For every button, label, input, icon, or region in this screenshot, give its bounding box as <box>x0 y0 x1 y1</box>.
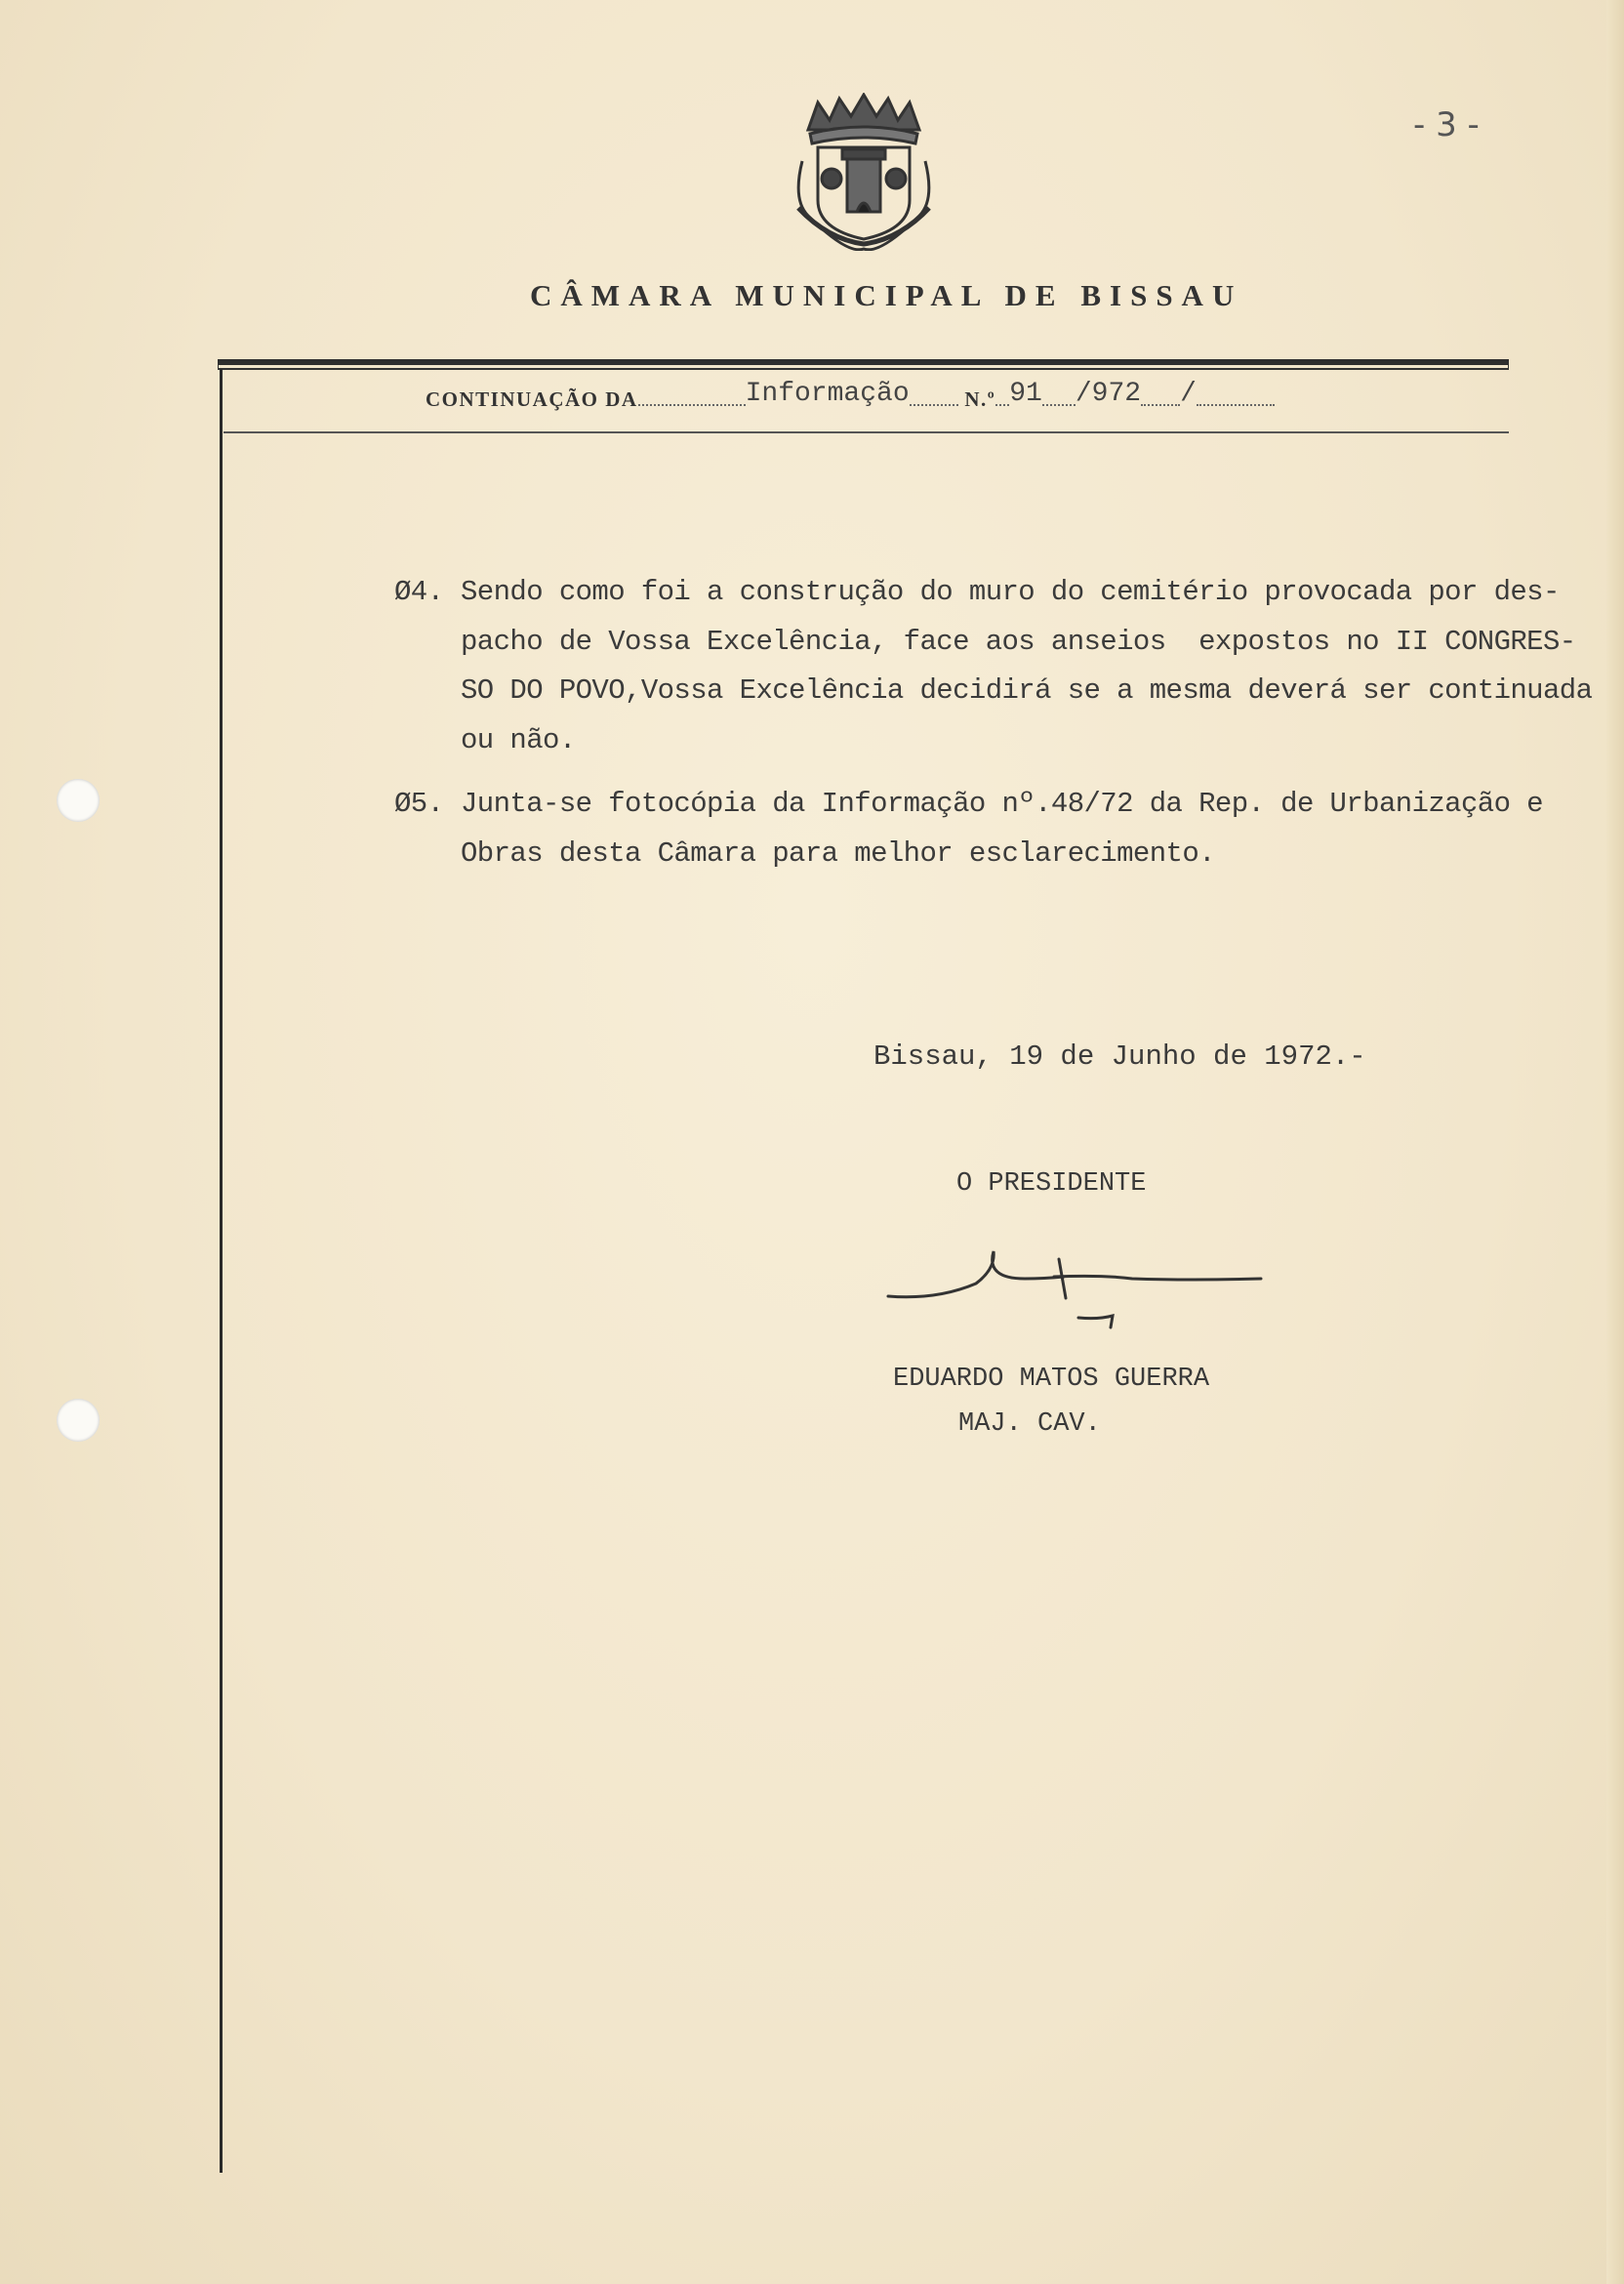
punch-hole <box>57 1399 100 1442</box>
body-paragraphs <box>394 568 1614 878</box>
document-year: 972 <box>1091 379 1142 409</box>
signatory-name: EDUARDO MATOS GUERRA <box>893 1365 1210 1394</box>
header-rule <box>223 431 1509 433</box>
paragraph-05 <box>394 780 1614 878</box>
signatory-title: O PRESIDENTE <box>956 1169 1147 1199</box>
paragraph-number: Ø4. <box>394 576 444 608</box>
margin-line <box>220 369 223 2173</box>
paper-edge <box>1606 0 1624 2284</box>
header-double-rule <box>218 359 1509 365</box>
document-type: Informação <box>745 379 910 409</box>
date-line: Bissau, 19 de Junho de 1972.- <box>873 1040 1366 1073</box>
paragraph-04 <box>394 568 1614 765</box>
coat-of-arms-logo <box>789 93 939 251</box>
continuation-line: CONTINUAÇÃO DA Informação N.º 91 /972 / <box>426 383 1275 415</box>
punch-hole <box>57 779 100 822</box>
paragraph-line: Junta-se fotocópia da Informação nº.48/72 da Rep. de Urbanização e <box>461 788 1543 820</box>
page-number: - 3 - <box>1413 105 1480 144</box>
document-number: 91 <box>1009 379 1042 409</box>
number-label: N.º <box>964 387 996 411</box>
paragraph-number: Ø5. <box>394 788 444 820</box>
signatory-rank: MAJ. CAV. <box>958 1409 1101 1439</box>
continuation-label: CONTINUAÇÃO DA <box>426 387 638 411</box>
paragraph-line: Sendo como foi a construção do muro do cemitério provocada por des- <box>461 576 1560 608</box>
organization-title: CÂMARA MUNICIPAL DE BISSAU <box>530 278 1243 312</box>
handwritten-signature <box>878 1240 1269 1337</box>
paragraph-line: ou não. <box>461 723 576 756</box>
paragraph-line: pacho de Vossa Excelência, face aos anseios expostos no II CONGRES- <box>461 625 1576 658</box>
paragraph-line: Obras desta Câmara para melhor esclarecimento. <box>461 836 1215 870</box>
paragraph-line: SO DO POVO,Vossa Excelência decidirá se a mesma deverá ser continuada <box>461 674 1593 707</box>
